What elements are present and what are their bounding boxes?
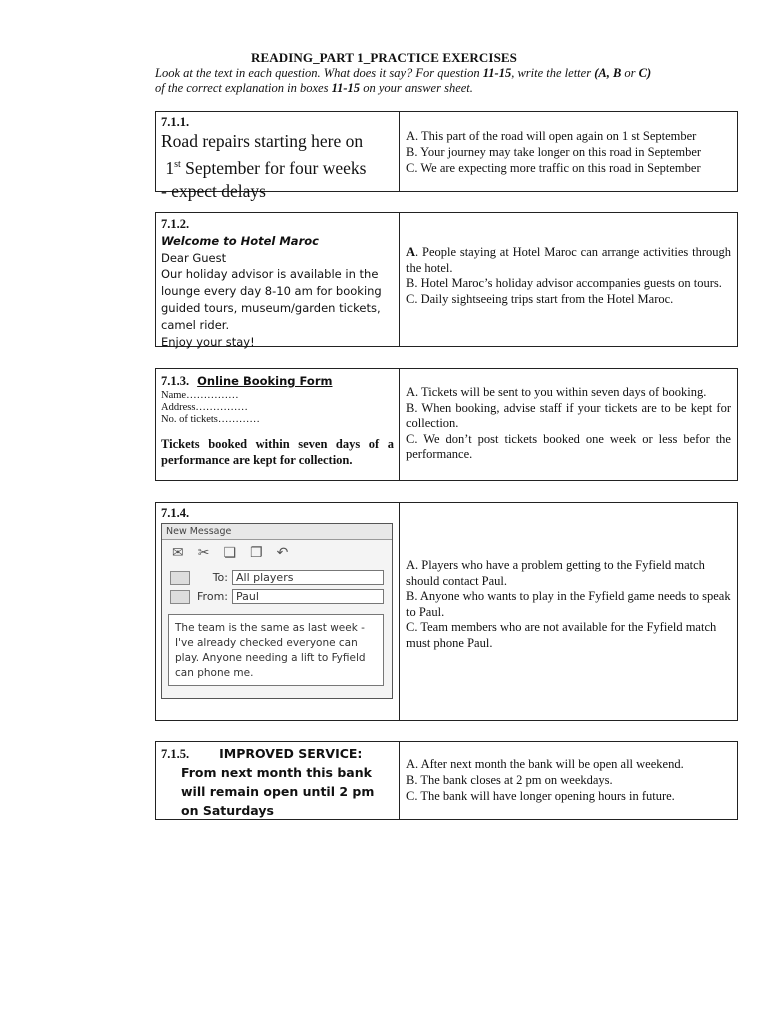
option-c: C. Team members who are not available for the Fyfield match must phone Paul. bbox=[406, 620, 717, 650]
option-a: A. After next month the bank will be open all weekend. bbox=[406, 757, 684, 771]
form-field-address: Address…………… bbox=[161, 402, 248, 413]
notice-line: Our holiday advisor is available in the bbox=[161, 267, 379, 282]
option-b: B. Your journey may take longer on this road in September bbox=[406, 145, 702, 159]
notice-line: on Saturdays bbox=[181, 803, 274, 818]
option-c: C. We don’t post tickets booked one week or less befor the performance. bbox=[406, 431, 731, 461]
send-icon: ✉ bbox=[172, 545, 184, 561]
question-number: 7.1.3. bbox=[161, 374, 190, 388]
answer-options bbox=[400, 503, 737, 720]
email-body: The team is the same as last week - I've already checked everyone can play. Anyone needing a lift to Fyfield can phone me. bbox=[168, 614, 384, 686]
option-b: B. Hotel Maroc’s holiday advisor accompanies guests on tours. bbox=[406, 276, 722, 290]
address-book-icon bbox=[170, 590, 190, 604]
question-7-1-1 bbox=[155, 111, 738, 201]
option-b: B. The bank closes at 2 pm on weekdays. bbox=[406, 773, 613, 787]
address-book-icon bbox=[170, 571, 190, 585]
question-number: 7.1.2. bbox=[161, 217, 190, 231]
answer-options bbox=[400, 213, 737, 346]
question-text-box bbox=[156, 503, 400, 720]
email-window-title: New Message bbox=[162, 524, 392, 540]
email-from-row: From: Paul bbox=[170, 589, 384, 604]
page-title: READING_PART 1_PRACTICE EXERCISES bbox=[250, 50, 518, 65]
notice-line: will remain open until 2 pm bbox=[181, 784, 375, 799]
notice-heading: Welcome to Hotel Maroc bbox=[161, 233, 319, 248]
option-b: B. When booking, advise staff if your tickets are to be kept for collection. bbox=[406, 400, 731, 430]
question-number: 7.1.5. bbox=[161, 747, 190, 761]
notice-line: Enjoy your stay! bbox=[161, 334, 255, 349]
question-7-1-2 bbox=[155, 212, 738, 347]
notice-line: lounge every day 8-10 am for booking bbox=[161, 284, 382, 299]
instructions: Look at the text in each question. What does it say? For question 11-15, write the letter (A, B or C) of the correct explanation in boxes 11-15 on your answer sheet. bbox=[155, 66, 652, 95]
notice-line: Dear Guest bbox=[161, 250, 227, 265]
option-b: B. Anyone who wants to play in the Fyfield game needs to speak to Paul. bbox=[406, 589, 731, 619]
option-a: A. Tickets will be sent to you within seven days of booking. bbox=[406, 385, 707, 399]
form-field-name: Name…………… bbox=[161, 390, 239, 401]
paste-icon: ❐ bbox=[250, 545, 263, 561]
option-a: A. This part of the road will open again on 1 st September bbox=[406, 129, 697, 143]
question-number: 7.1.1. bbox=[161, 115, 190, 129]
notice-text: Road repairs starting here on 1st September for four weeks - expect delays bbox=[161, 131, 367, 201]
undo-icon: ↶ bbox=[276, 545, 289, 561]
question-7-1-3 bbox=[155, 368, 738, 481]
question-text-box bbox=[156, 742, 400, 819]
question-text-box bbox=[156, 213, 400, 349]
question-text-box bbox=[156, 112, 400, 201]
notice-line: guided tours, museum/garden tickets, bbox=[161, 300, 381, 315]
email-toolbar bbox=[162, 540, 392, 566]
question-number: 7.1.4. bbox=[161, 506, 190, 520]
question-7-1-5 bbox=[155, 741, 738, 820]
option-a: A. Players who have a problem getting to the Fyfield match should contact Paul. bbox=[406, 558, 705, 588]
option-c: C. We are expecting more traffic on this road in September bbox=[406, 161, 701, 175]
notice-heading: IMPROVED SERVICE: bbox=[219, 746, 363, 761]
form-title: Online Booking Form bbox=[197, 374, 333, 388]
copy-icon: ❏ bbox=[223, 545, 237, 561]
email-to-field: All players bbox=[232, 570, 384, 585]
email-screenshot bbox=[161, 523, 393, 699]
email-to-row: To: All players bbox=[170, 570, 384, 585]
option-c: C. The bank will have longer opening hours in future. bbox=[406, 789, 675, 803]
notice-line: camel rider. bbox=[161, 317, 230, 332]
question-7-1-4 bbox=[155, 502, 738, 721]
form-note: Tickets booked within seven days of a performance are kept for collection. bbox=[161, 437, 394, 467]
answer-options bbox=[400, 112, 737, 191]
option-c: C. Daily sightseeing trips start from the Hotel Maroc. bbox=[406, 291, 674, 306]
notice-line: From next month this bank bbox=[181, 765, 372, 780]
answer-options bbox=[400, 369, 737, 480]
question-text-box bbox=[156, 369, 400, 480]
option-a: A. People staying at Hotel Maroc can arrange activities through the hotel. bbox=[406, 245, 731, 275]
form-field-tickets: No. of tickets………… bbox=[161, 414, 260, 425]
email-from-field: Paul bbox=[232, 589, 384, 604]
answer-options bbox=[400, 742, 737, 819]
cut-icon: ✂ bbox=[197, 545, 210, 561]
